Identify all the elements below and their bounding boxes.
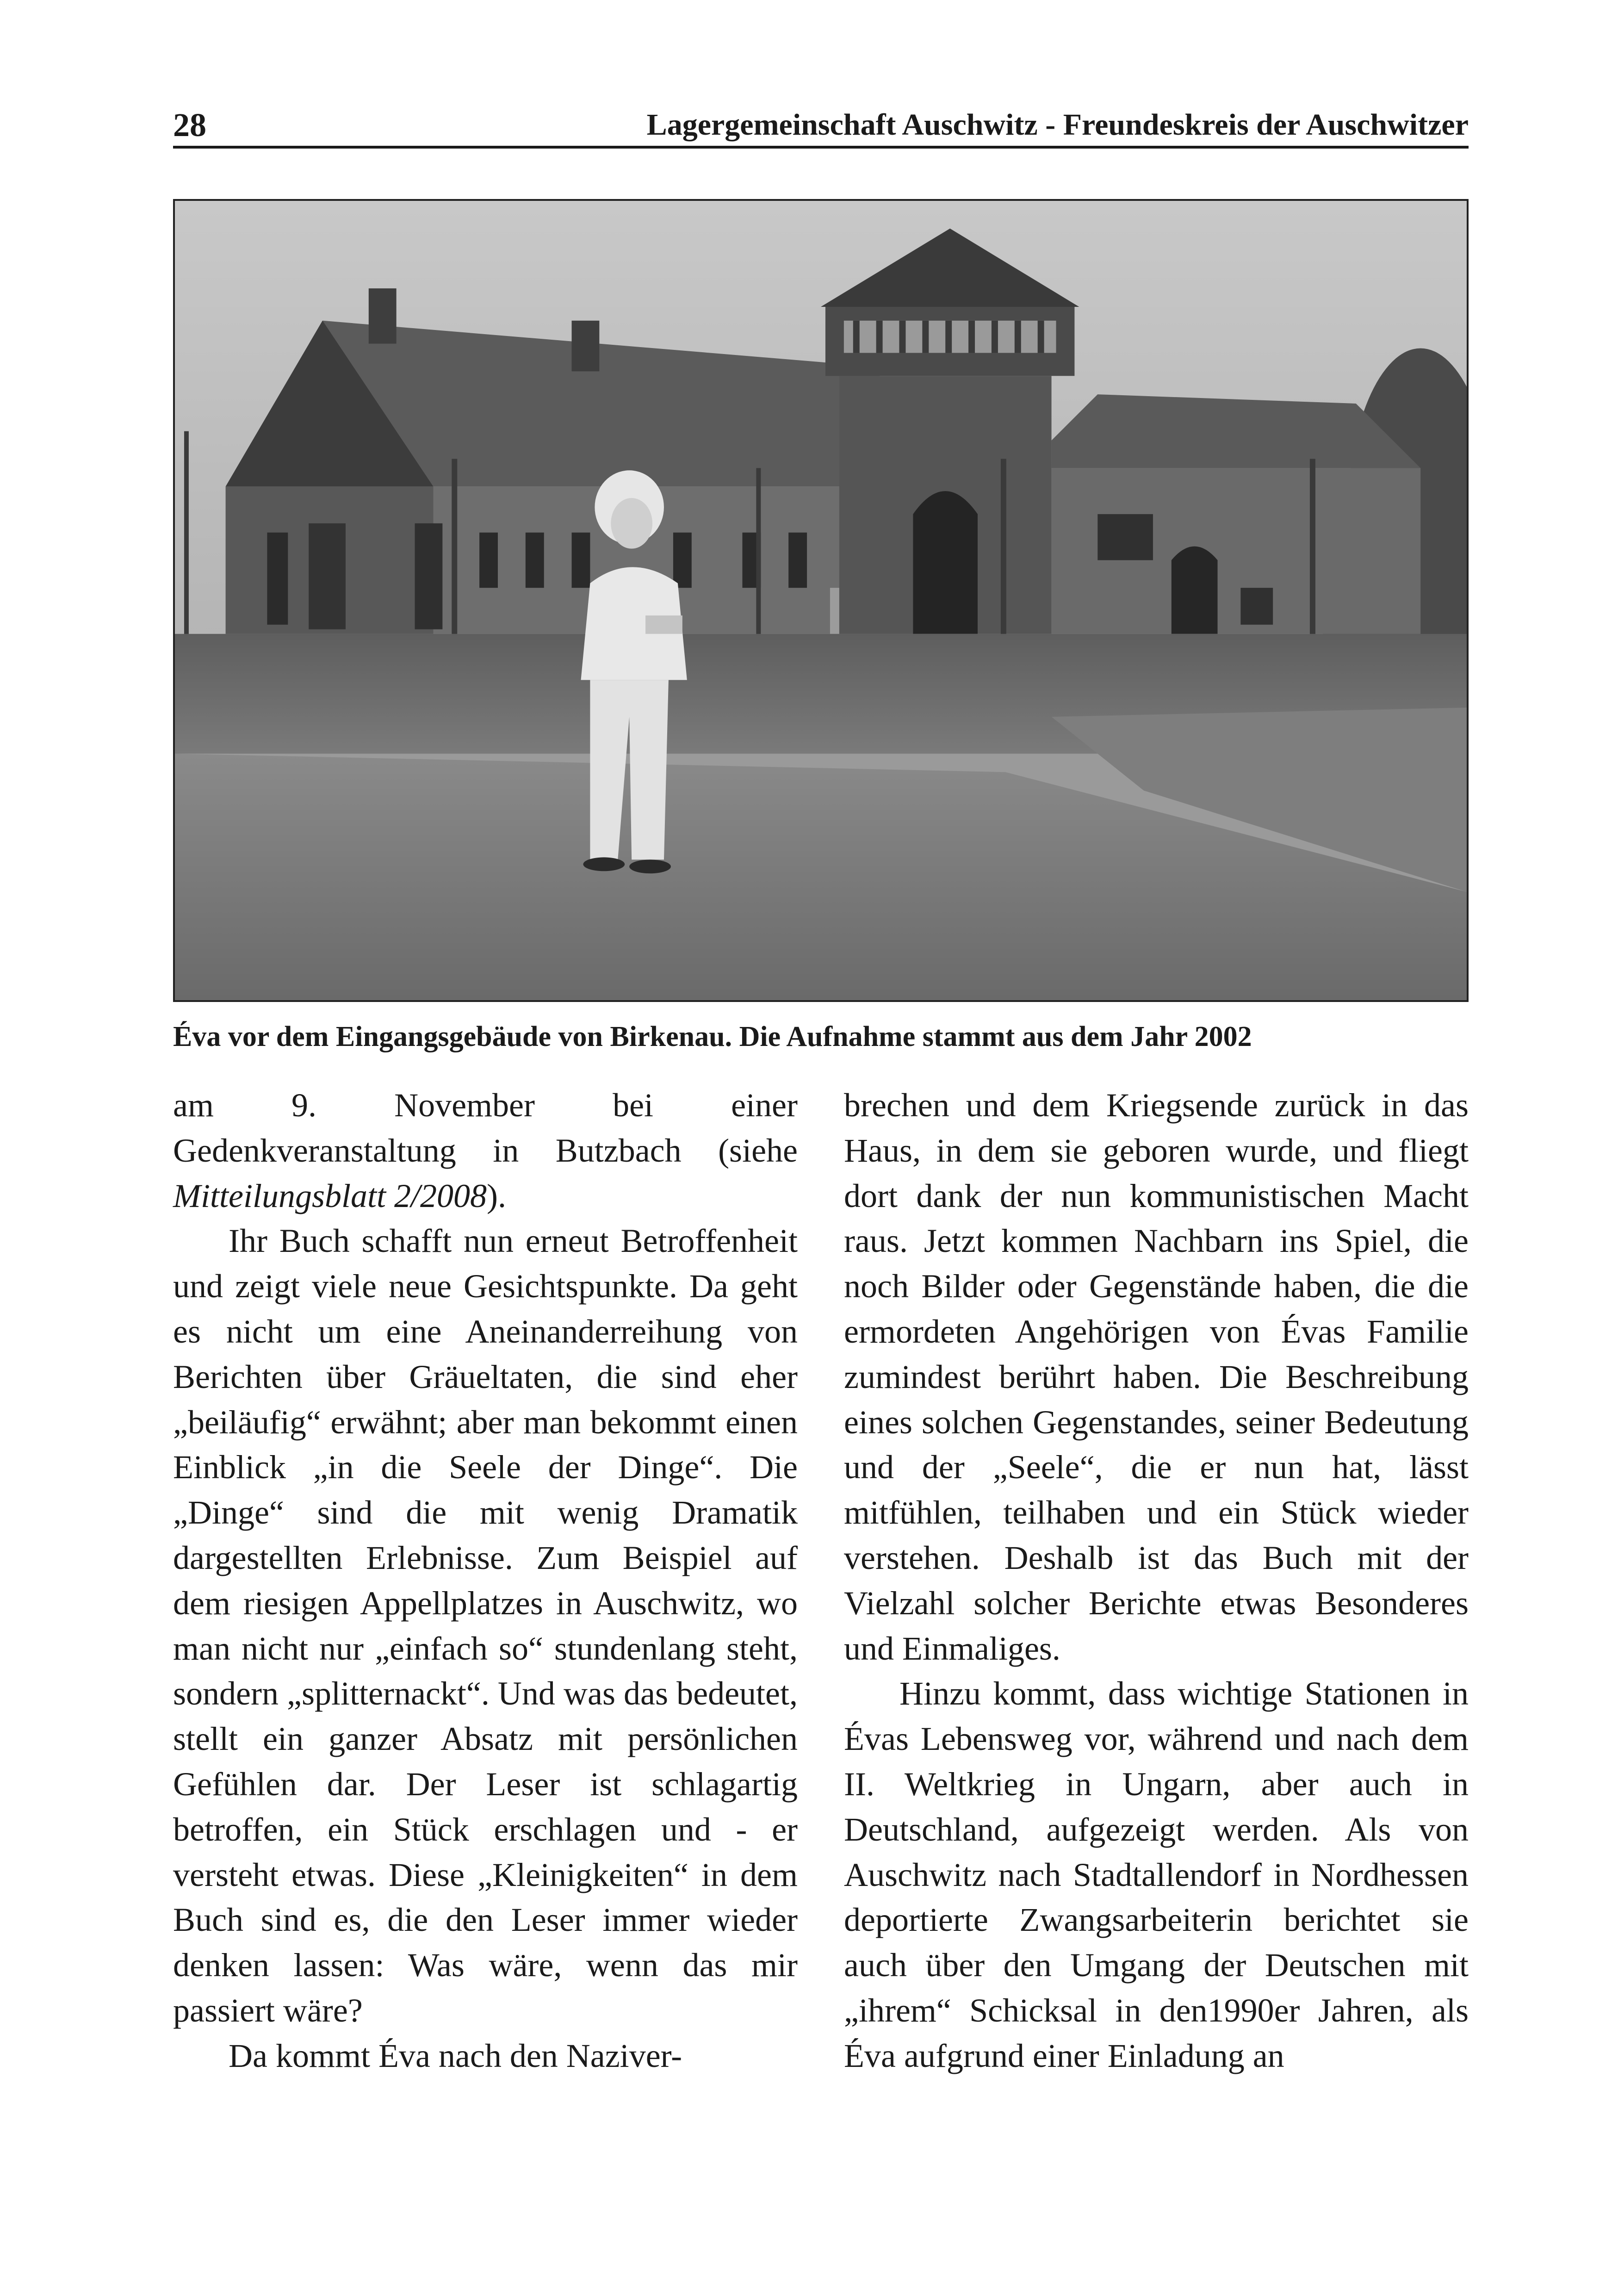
- text-column-right: [844, 1083, 1469, 2079]
- text-run: am 9. November bei einer Gedenkveranstaltung in Butzbach (siehe: [173, 1087, 798, 1169]
- paragraph: Ihr Buch schafft nun erneut Betroffenheit und zeigt viele neue Gesichtspunkte. Da geht es nicht um eine Aneinanderreihung von Berichten über Gräueltaten, die sind eher „beiläufig“ erwähnt; aber man bekommt einen Einblick „in die Seele der Dinge“. Die „Dinge“ sind die mit wenig Dramatik dargestellten Erlebnisse. Zum Beispiel auf dem riesigen Appellplatzes in Auschwitz, wo man nicht nur „einfach so“ stundenlang steht, sondern „splitternackt“. Und was das bedeutet, stellt ein ganzer Absatz mit persönlichen Gefühlen dar. Der Leser ist schlagartig betroffen, ein Stück erschlagen und - er versteht etwas. Diese „Kleinigkeiten“ in dem Buch sind es, die den Leser immer wieder denken lassen: Was wäre, wenn das mir passiert wäre?: [173, 1222, 798, 2029]
- running-header: [173, 104, 1469, 149]
- photo-birkenau-gate: [173, 199, 1469, 1002]
- text-column-left: [173, 1083, 798, 2079]
- photo-illustration: [175, 201, 1467, 1000]
- italic-reference: Mitteilungsblatt 2/2008: [173, 1177, 487, 1214]
- paragraph: brechen und dem Kriegsende zurück in das Haus, in dem sie geboren wurde, und fliegt dort dank der nun kommunistischen Macht raus. Jetzt kommen Nachbarn ins Spiel, die noch Bilder oder Gegenstände haben, die die ermordeten Angehörigen von Évas Familie zumindest berührt haben. Die Beschreibung eines solchen Gegenstandes, seiner Bedeutung und der „Seele“, die er nun hat, lässt mitfühlen, teilhaben und ein Stück wieder verstehen. Deshalb ist das Buch mit der Vielzahl solcher Berichte etwas Besonderes und Einmaliges.: [844, 1087, 1469, 1667]
- page-number: 28: [173, 106, 206, 143]
- paragraph: Da kommt Éva nach den Naziver-: [229, 2037, 682, 2074]
- figure-caption: Éva vor dem Eingangsgebäude von Birkenau. Die Aufnahme stammt aus dem Jahr 2002: [173, 1021, 1252, 1052]
- text-run: ).: [487, 1177, 506, 1214]
- paragraph: Hinzu kommt, dass wichtige Stationen in Évas Lebensweg vor, während und nach dem II. Weltkrieg in Ungarn, aber auch in Deutschland, aufgezeigt werden. Als von Auschwitz nach Stadtallendorf in Nordhessen deportierte Zwangsarbeiterin berichtet sie auch über den Umgang der Deutschen mit „ihrem“ Schicksal in den1990er Jahren, als Éva aufgrund einer Einladung an: [844, 1675, 1469, 2074]
- running-title: Lagergemeinschaft Auschwitz - Freundeskreis der Auschwitzer: [646, 108, 1469, 142]
- paragraph: [173, 1083, 798, 1219]
